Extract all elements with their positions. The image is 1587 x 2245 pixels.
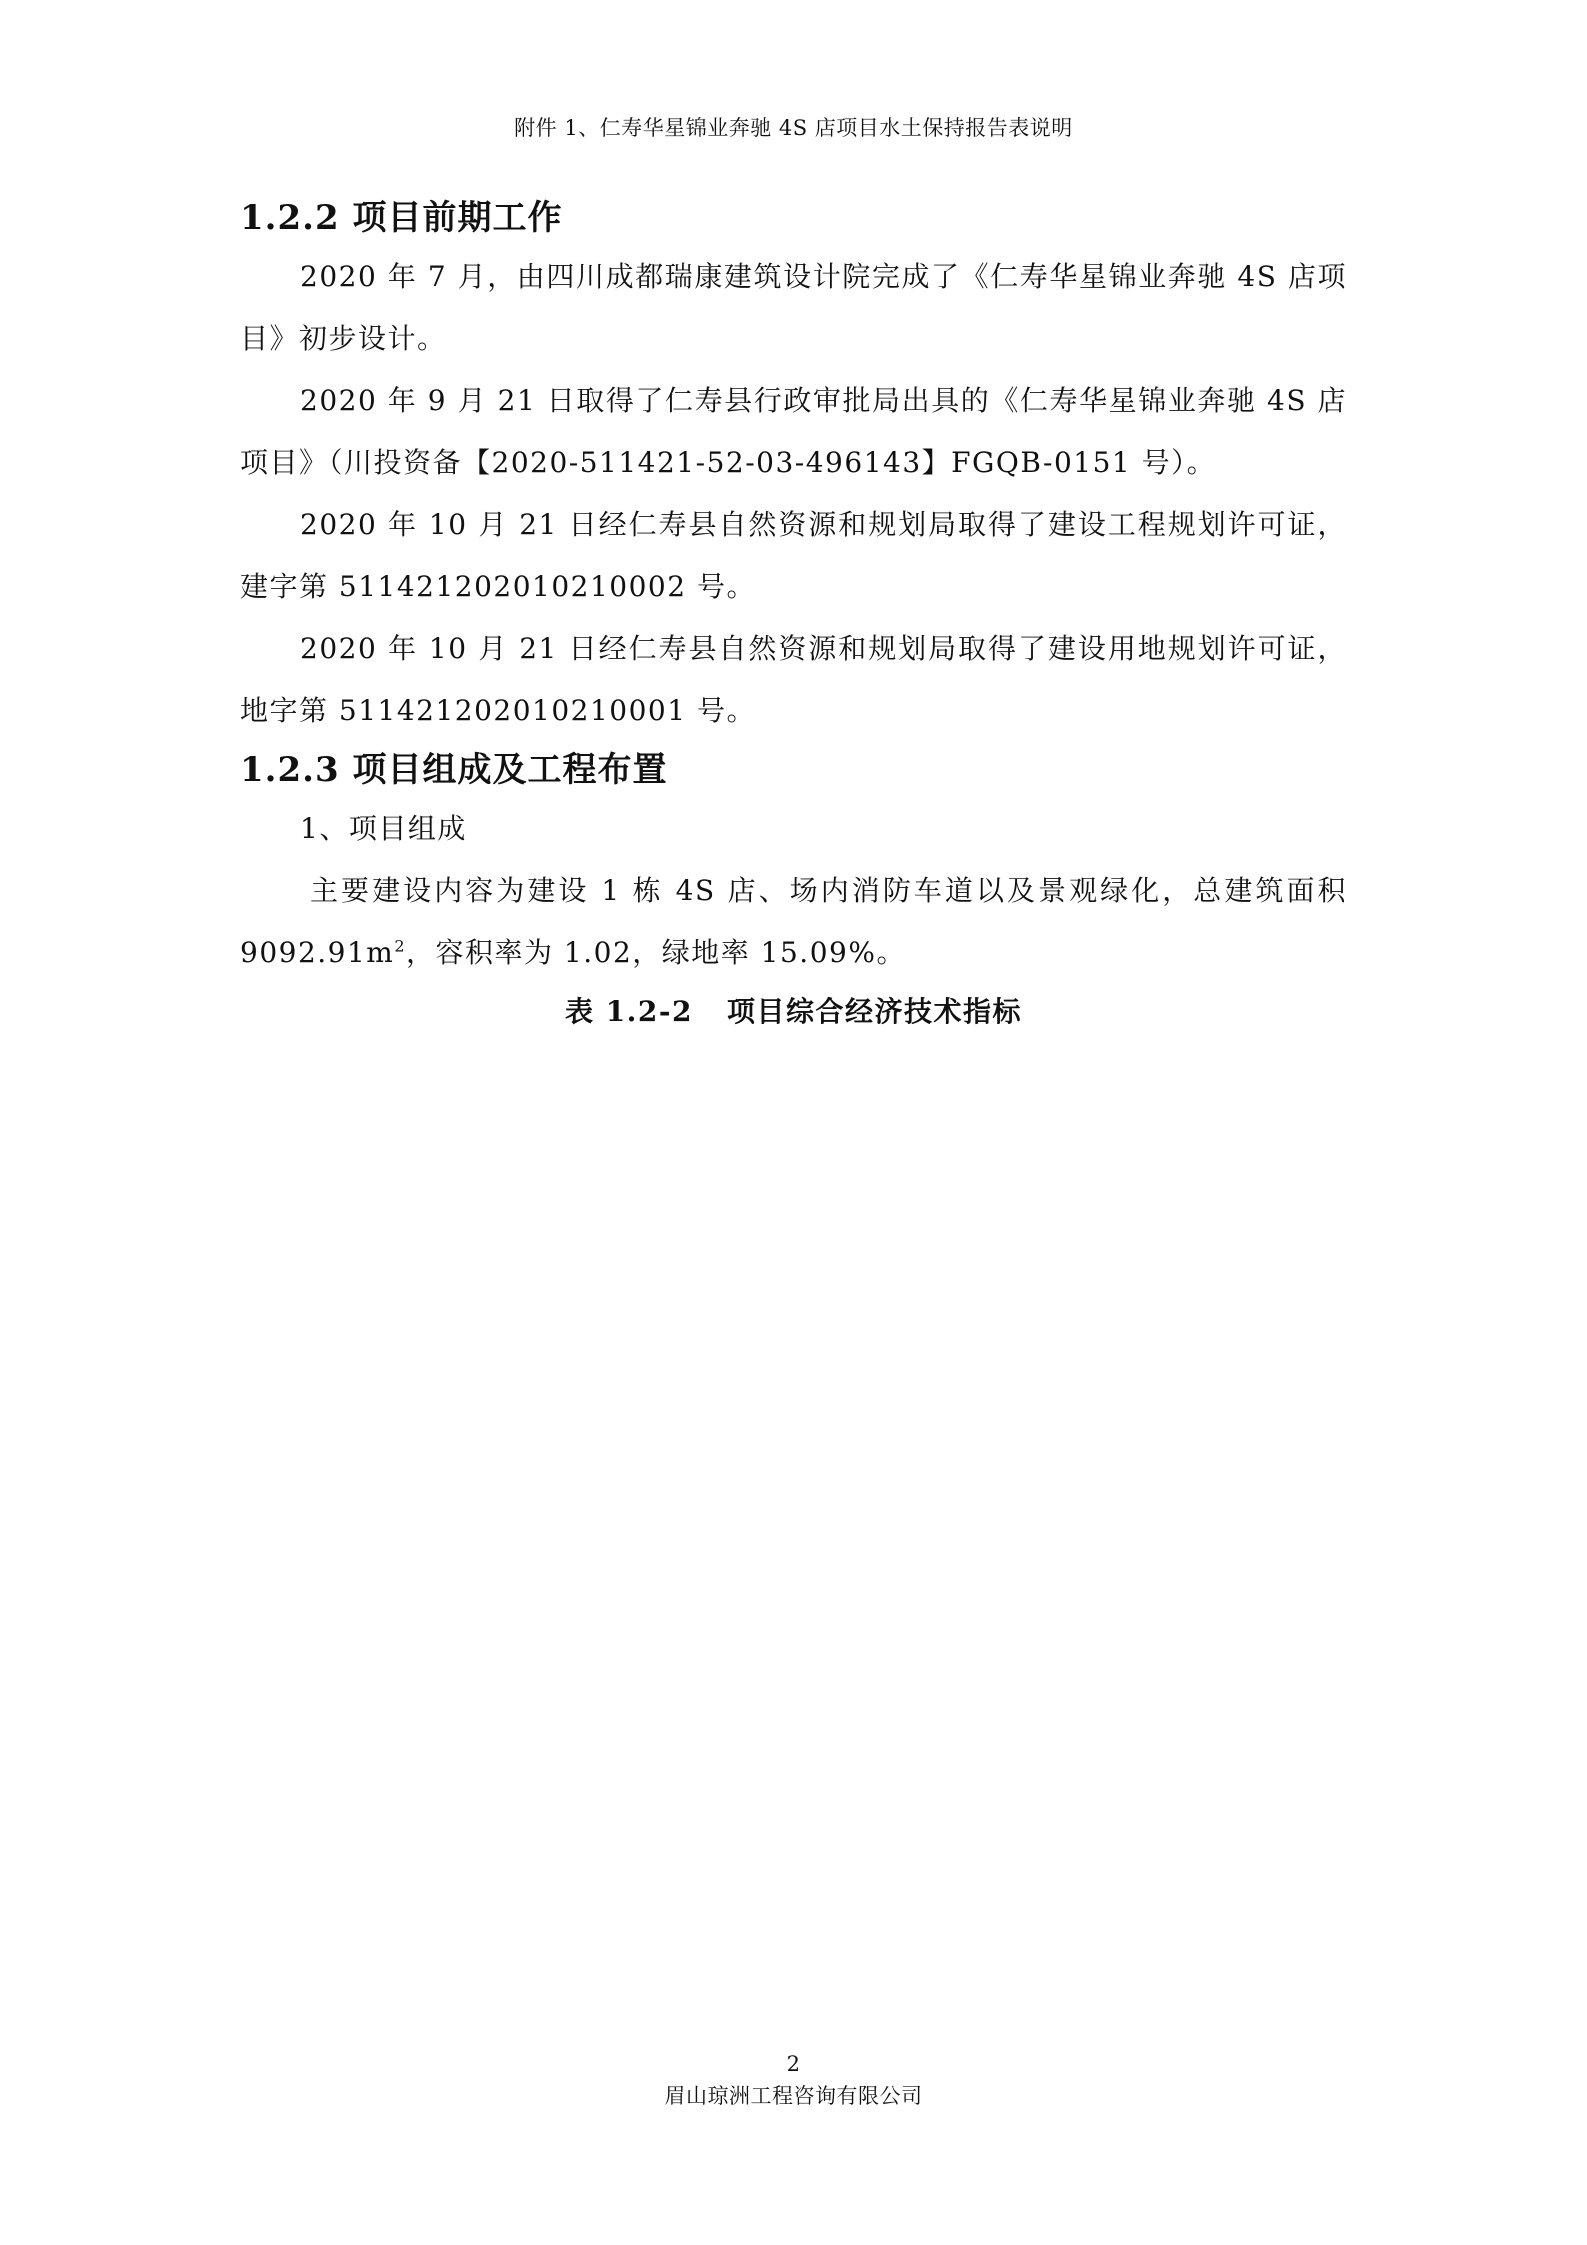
section-heading-1-2-2: 1.2.2 项目前期工作 [240, 198, 563, 238]
page-footer [0, 2048, 1587, 2112]
page-number: 2 [786, 2052, 801, 2076]
summary-text-main: 主要建设内容为建设 1 栋 4S 店、场内消防车道以及景观绿化，总建筑面积 9092.91m [240, 874, 1347, 969]
page-header: 附件 1、仁寿华星锦业奔驰 4S 店项目水土保持报告表说明 [514, 116, 1073, 140]
summary-text-tail: ，容积率为 1.02，绿地率 15.09%。 [406, 936, 906, 969]
paragraph-engineering-permit: 2020 年 10 月 21 日经仁寿县自然资源和规划局取得了建设工程规划许可证，建字第 511421202010210002 号。 [240, 508, 1347, 603]
subheading-project-composition: 1、项目组成 [300, 812, 467, 845]
area-unit-superscript: 2 [394, 936, 407, 956]
paragraph-construction-summary [240, 860, 1347, 984]
section-heading-1-2-3: 1.2.3 项目组成及工程布置 [240, 750, 668, 790]
paragraph-preliminary-design: 2020 年 7 月，由四川成都瑞康建筑设计院完成了《仁寿华星锦业奔驰 4S 店项目》初步设计。 [240, 260, 1347, 355]
company-name: 眉山琼洲工程咨询有限公司 [664, 2084, 923, 2108]
paragraph-filing-approval: 2020 年 9 月 21 日取得了仁寿县行政审批局出具的《仁寿华星锦业奔驰 4S 店项目》（川投资备【2020-511421-52-03-496143】FGQB-0151 号）。 [240, 384, 1347, 479]
table-number: 表 1.2-2 [564, 995, 694, 1028]
table-caption [240, 988, 1347, 1036]
document-body [240, 190, 1347, 1036]
table-title: 项目综合经济技术指标 [727, 995, 1023, 1028]
paragraph-land-use-permit: 2020 年 10 月 21 日经仁寿县自然资源和规划局取得了建设用地规划许可证，地字第 511421202010210001 号。 [240, 632, 1347, 727]
